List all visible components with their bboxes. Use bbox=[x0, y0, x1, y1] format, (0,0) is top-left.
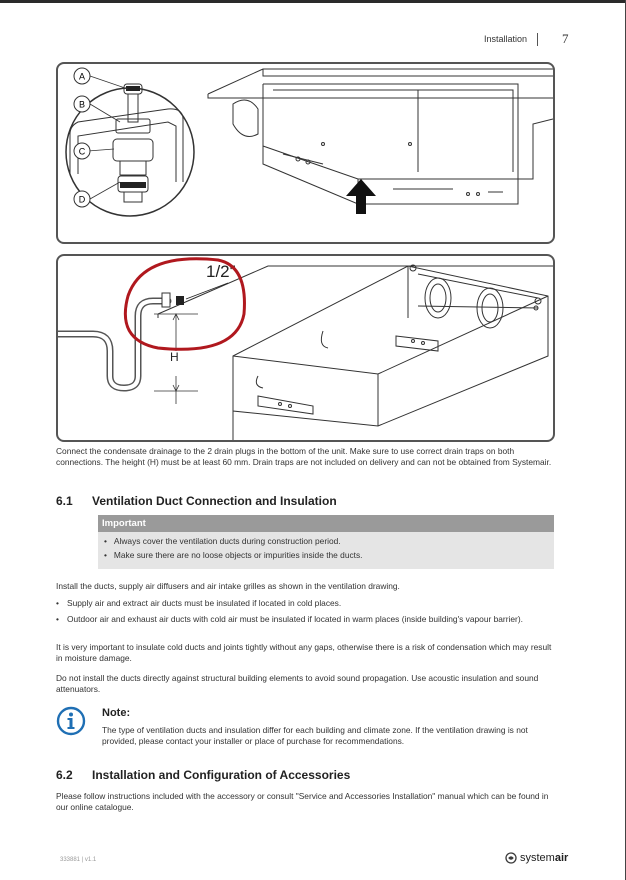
callout-a bbox=[74, 68, 90, 84]
important-box bbox=[98, 515, 554, 567]
page-top-rule bbox=[0, 0, 626, 3]
insulation-paragraph: It is very important to insulate cold ducts and joints tightly without any gaps, otherwise there is a risk of condensation which may result in moisture damage. bbox=[56, 642, 552, 663]
brand-prefix: system bbox=[520, 852, 555, 864]
bullet-item: • Outdoor air and exhaust air ducts with cold air must be insulated if located in warm places (inside building's vapour barrier). bbox=[56, 614, 523, 624]
systemair-logo-mark-icon bbox=[505, 852, 517, 864]
figure-drain-trap-illustration bbox=[58, 256, 553, 440]
important-item: • Always cover the ventilation ducts during construction period. bbox=[104, 536, 341, 546]
section-6-1-heading bbox=[56, 494, 337, 508]
accessories-paragraph: Please follow instructions included with the accessory or consult "Service and Accessories Installation" manual which can be found in our online catalogue. bbox=[56, 791, 549, 812]
condensate-instructions: Connect the condensate drainage to the 2 drain plugs in the bottom of the unit. Make sure to use correct drain traps on both connections. The height (H) must be at least 60 mm. Drain traps are not included on delivery and can not be obtained from Systemair. bbox=[56, 446, 552, 467]
section-title: Installation and Configuration of Accessories bbox=[92, 768, 351, 782]
svg-text:B: B bbox=[78, 99, 86, 110]
important-item: • Make sure there are no loose objects or impurities inside the ducts. bbox=[104, 550, 363, 560]
header-section-name: Installation bbox=[484, 34, 528, 44]
callout-c bbox=[74, 143, 90, 159]
svg-text:C: C bbox=[78, 146, 86, 157]
section-number: 6.2 bbox=[56, 768, 73, 782]
document-id: 333881 | v1.1 bbox=[60, 857, 97, 863]
bullet-item: • Supply air and extract air ducts must be insulated if located in cold places. bbox=[56, 598, 342, 608]
figure-drain-plug-detail bbox=[56, 62, 555, 244]
height-label: H bbox=[170, 350, 179, 364]
sound-paragraph: Do not install the ducts directly against structural building elements to avoid sound propagation. Use acoustic insulation and sound attenuators. bbox=[56, 673, 539, 694]
section-title: Ventilation Duct Connection and Insulation bbox=[92, 494, 337, 508]
figure-drain-plug-illustration bbox=[58, 64, 553, 242]
svg-text:D: D bbox=[78, 194, 86, 205]
figure-drain-trap-height bbox=[56, 254, 555, 442]
install-ducts-paragraph: Install the ducts, supply air diffusers and air intake grilles as shown in the ventilation drawing. bbox=[56, 581, 400, 591]
important-title: Important bbox=[98, 515, 554, 532]
callout-d bbox=[74, 191, 90, 207]
svg-text:A: A bbox=[78, 71, 86, 82]
note-text: The type of ventilation ducts and insulation differ for each building and climate zone. If the ventilation drawing is not provided, please contact your installer or place of purchase for recommendations. bbox=[102, 725, 528, 746]
section-number: 6.1 bbox=[56, 494, 73, 508]
page-number: 7 bbox=[562, 31, 569, 46]
note-title: Note: bbox=[102, 707, 131, 719]
systemair-logo bbox=[505, 852, 568, 864]
callout-b bbox=[74, 96, 90, 112]
info-icon bbox=[56, 706, 86, 736]
header-divider bbox=[537, 33, 538, 46]
section-6-2-heading bbox=[56, 768, 350, 782]
thread-size-label: 1/2" bbox=[206, 262, 236, 281]
brand-suffix: air bbox=[554, 852, 569, 864]
